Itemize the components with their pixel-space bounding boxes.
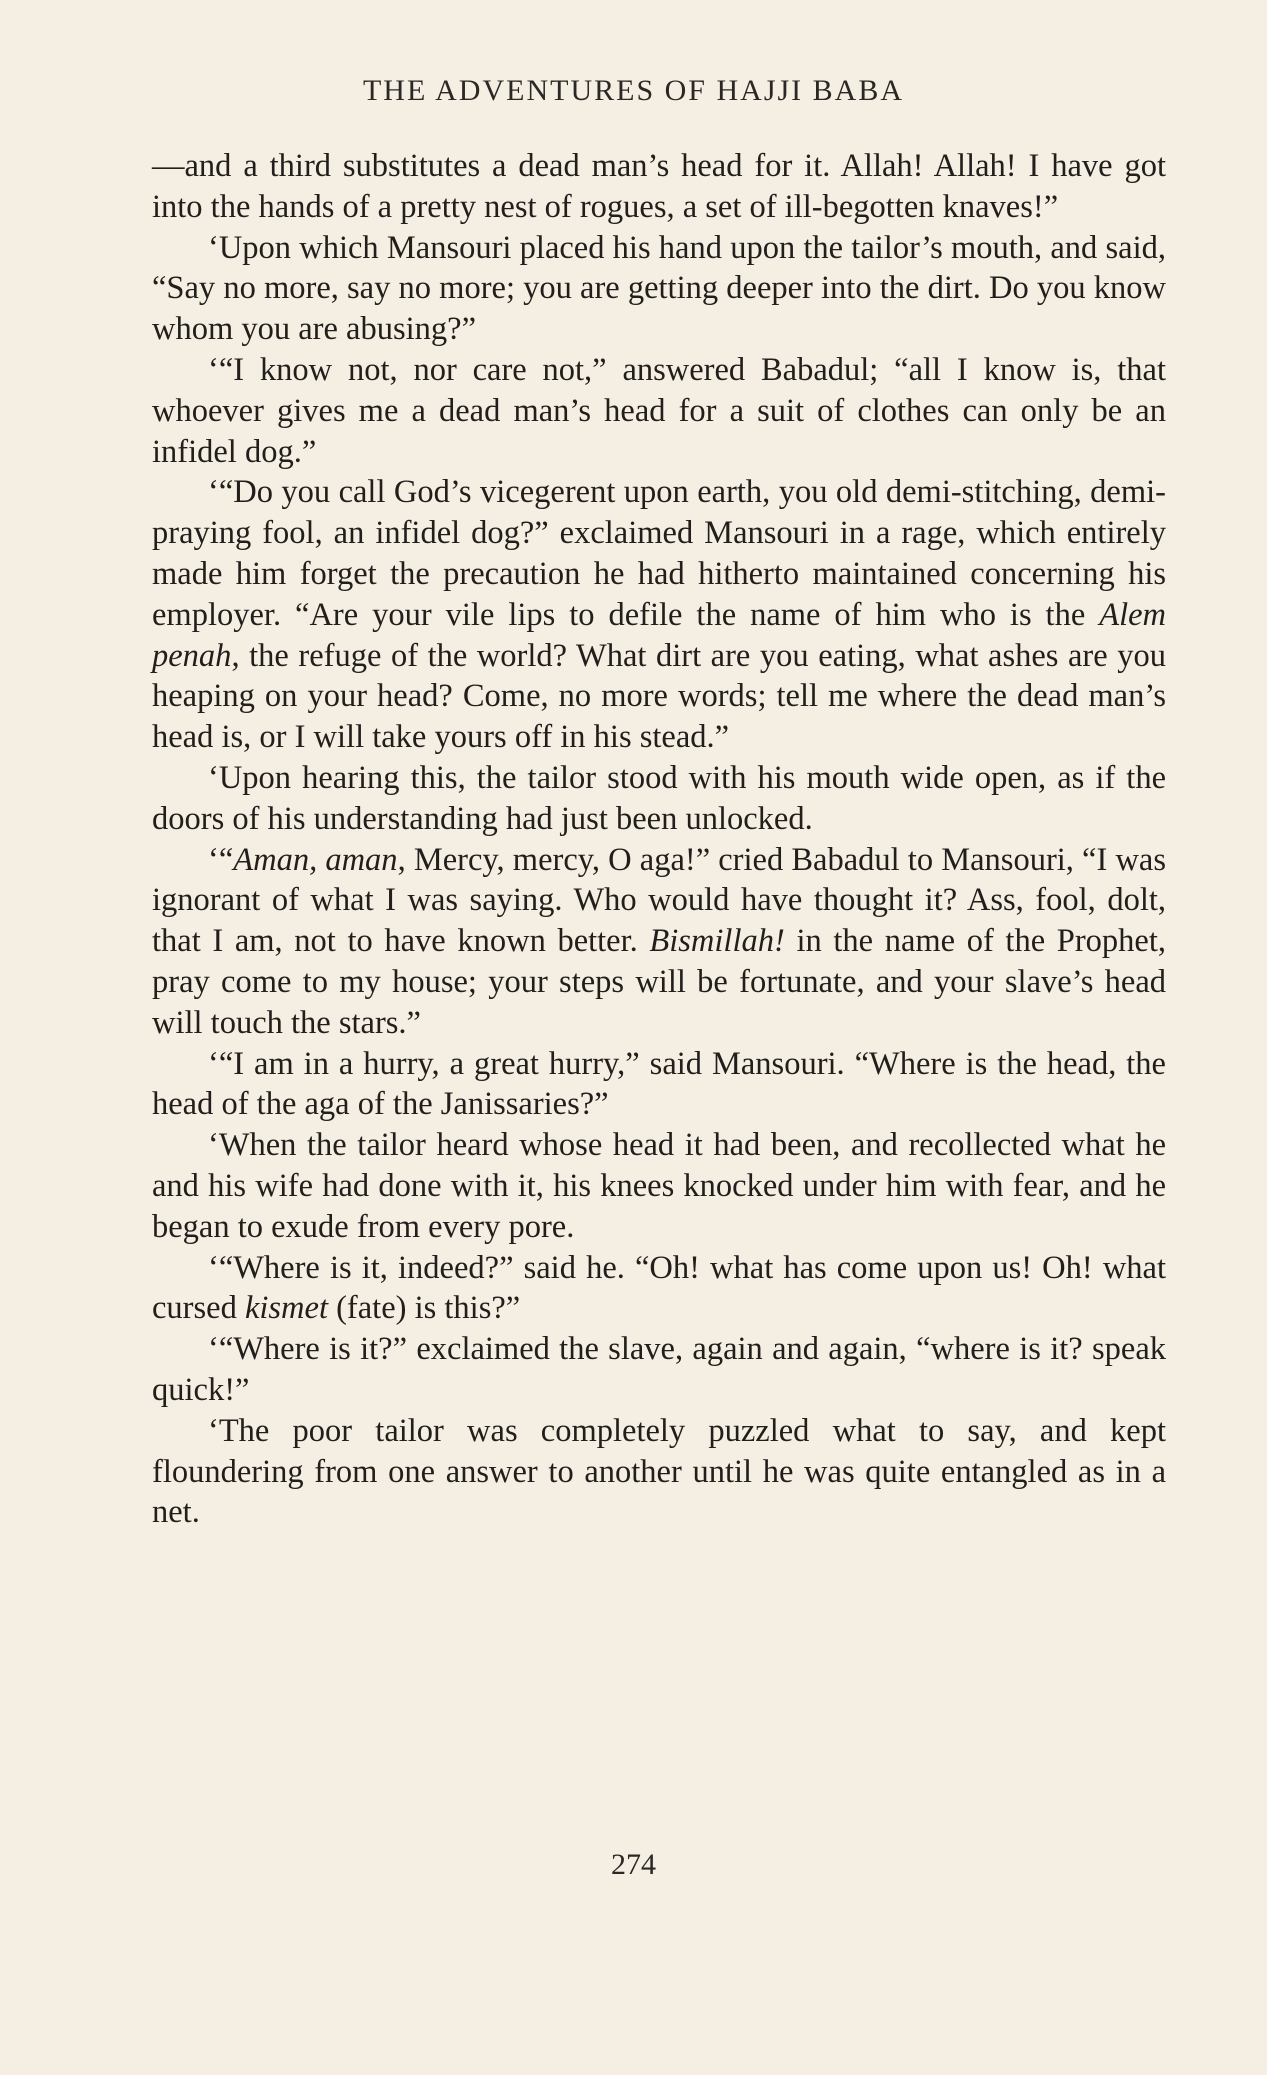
italic-text: Alem penah: [152, 596, 1166, 674]
text-run: , Mercy, mercy, O aga!” cried Babadul to Mansouri, “I was ignorant of what I was saying. Who would have thought it? Ass, fool, dolt, that I am, not to have known better.: [152, 841, 1166, 960]
paragraph: [152, 840, 1166, 1044]
page-number: 274: [611, 1848, 656, 1881]
paragraph: [152, 146, 1166, 228]
paragraph: [152, 350, 1166, 472]
running-head: THE ADVENTURES OF HAJJI BABA: [362, 74, 905, 107]
text-run: ‘Upon hearing this, the tailor stood with his mouth wide open, as if the doors of his understanding had just been unlocked.: [152, 759, 1166, 837]
paragraph: [152, 1329, 1166, 1411]
paragraph: [152, 1044, 1166, 1126]
text-run: ‘“I know not, nor care not,” answered Babadul; “all I know is, that whoever gives me a dead man’s head for a suit of clothes can only be an infidel dog.”: [152, 351, 1166, 470]
text-run: ‘“I am in a hurry, a great hurry,” said Mansouri. “Where is the head, the head of the aga of the Janissaries?”: [152, 1045, 1166, 1123]
text-run: ‘“Where is it, indeed?” said he. “Oh! what has come upon us! Oh! what cursed: [152, 1249, 1166, 1327]
paragraph: [152, 1248, 1166, 1330]
italic-text: Bismillah!: [649, 923, 785, 960]
text-run: in the name of the Prophet, pray come to my house; your steps will be fortunate, and your slave’s head will touch the stars.”: [152, 923, 1166, 1041]
italic-text: Aman, aman: [233, 841, 398, 878]
text-run: (fate) is this?”: [327, 1290, 521, 1327]
text-run: ‘Upon which Mansouri placed his hand upon the tailor’s mouth, and said, “Say no more, say no more; you are getting deeper into the dirt. Do you know whom you are abusing?”: [152, 229, 1166, 348]
text-run: ‘When the tailor heard whose head it had been, and recollected what he and his wife had done with it, his knees knocked under him with fear, and he began to exude from every pore.: [152, 1127, 1166, 1245]
paragraph: [152, 1125, 1166, 1247]
text-run: ‘“Do you call God’s vicegerent upon earth, you old demi-stitching, demi-praying fool, an infidel dog?” exclaimed Mansouri in a rage, which entirely made him forget the precaution he had hitherto maintained concerning his employer. “Are your vile lips to defile the name of him who is the: [152, 474, 1166, 633]
paragraph: [152, 472, 1166, 758]
text-run: —and a third substitutes a dead man’s head for it. Allah! Allah! I have got into the hands of a pretty nest of rogues, a set of ill-begotten knaves!”: [152, 148, 1166, 225]
text-run: , the refuge of the world? What dirt are you eating, what ashes are you heaping on your head? Come, no more words; tell me where the dead man’s head is, or I will take yours off in his stead.”: [152, 637, 1166, 756]
italic-text: kismet: [244, 1290, 328, 1327]
text-run: ‘The poor tailor was completely puzzled what to say, and kept floundering from one answer to another until he was quite entangled as in a net.: [152, 1412, 1166, 1531]
text-run: ‘“: [208, 841, 234, 878]
paragraph: [152, 758, 1166, 840]
text-run: ‘“Where is it?” exclaimed the slave, again and again, “where is it? speak quick!”: [152, 1331, 1166, 1408]
paragraph: [152, 1411, 1166, 1533]
paragraph: [152, 228, 1166, 350]
body-text: [152, 146, 1166, 1533]
